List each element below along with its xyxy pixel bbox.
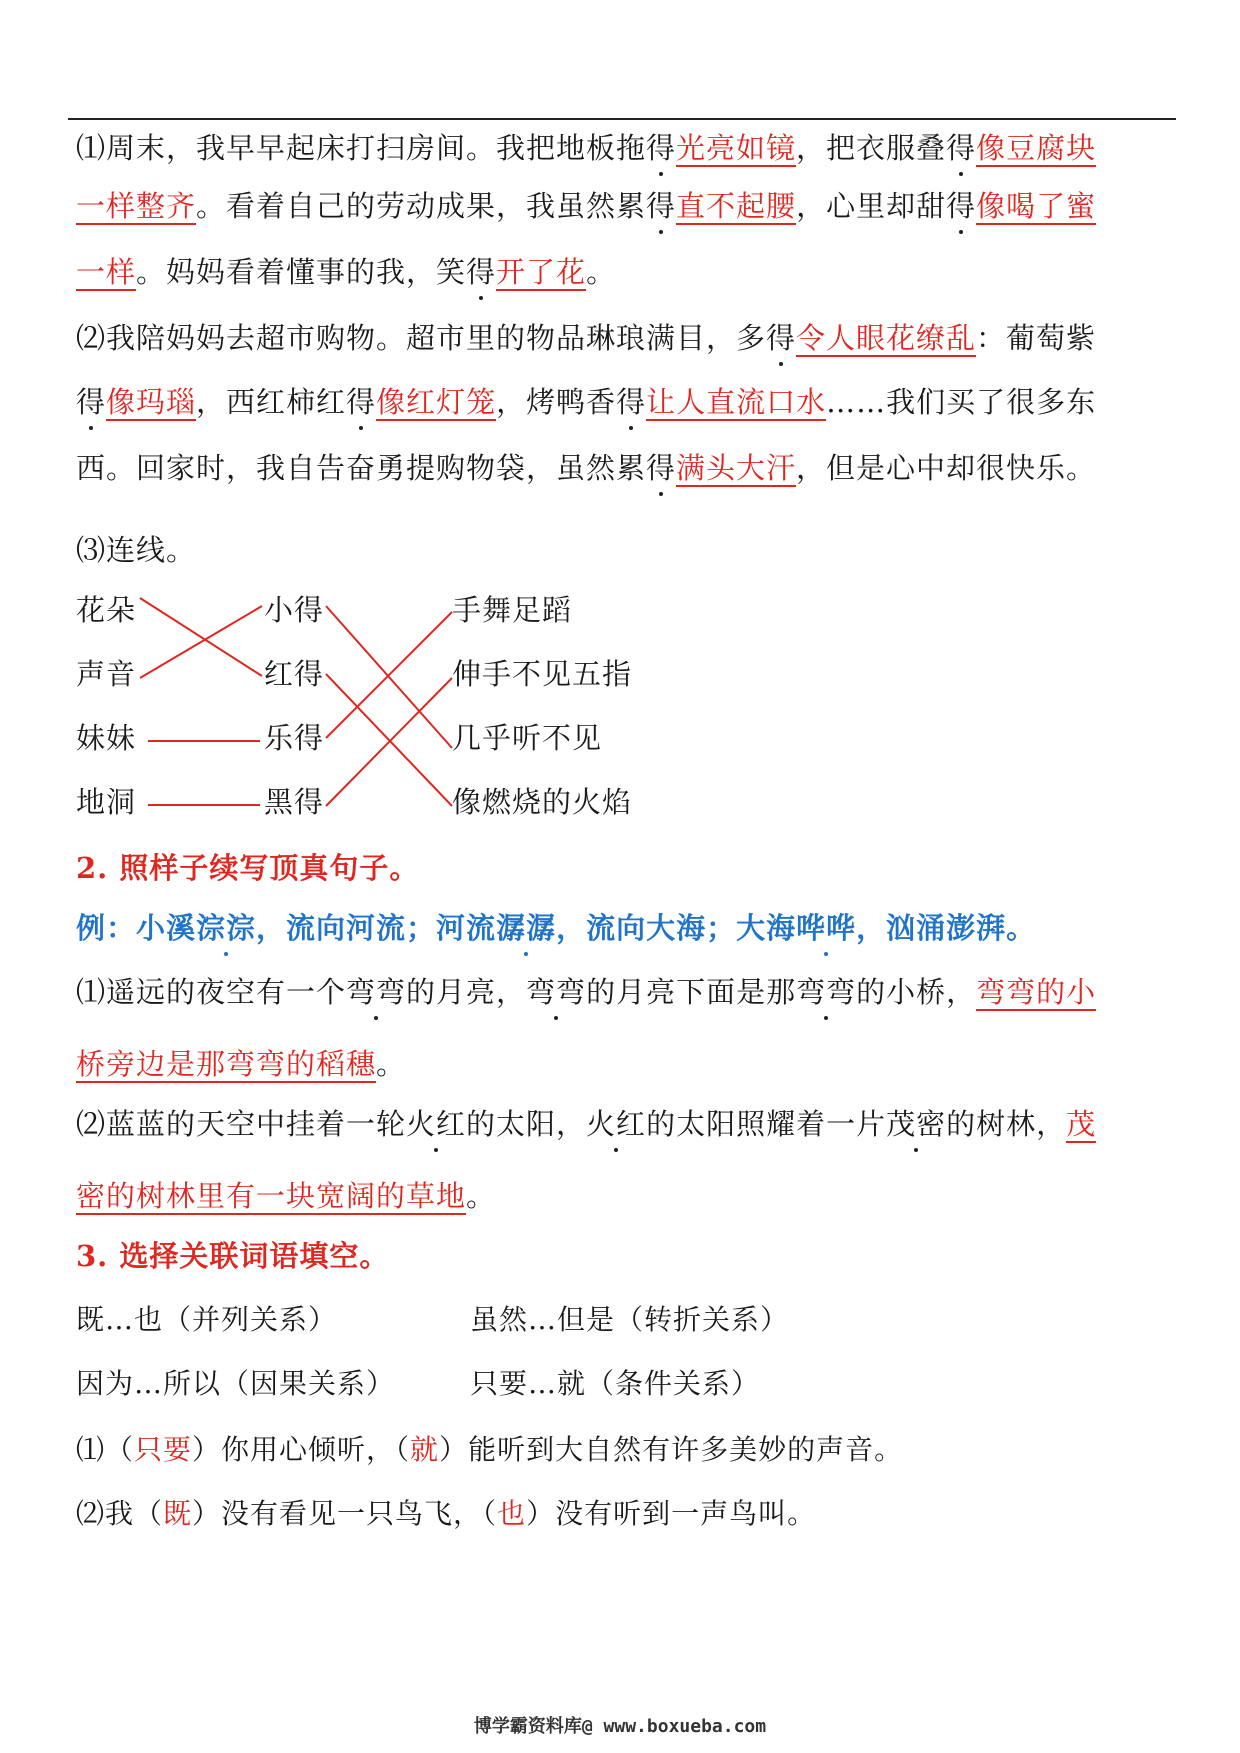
text: 的月亮， [406,975,527,1009]
text: ，但是心中却很快乐。 [796,451,1097,485]
text: 。 [466,1179,497,1213]
answer-blank: 像喝了蜜 [976,189,1097,223]
dotted-char: 得 [76,382,106,422]
answer-blank: 满头大汗 [676,451,797,485]
dotted-char: 得 [466,252,496,292]
answer-fill: 既 [163,1497,193,1530]
text: ，烤鸭香 [496,385,617,419]
answer-fill: 只要 [134,1433,193,1466]
dotted-word: 潺潺 [496,908,556,948]
q3-option-1: 虽然…但是（转折关系） [470,1303,790,1336]
text: ⑵蓝蓝的天空中挂着一轮 [76,1107,407,1141]
text: 例：小溪 [76,911,197,945]
dotted-char: 得 [946,128,976,168]
footer-watermark: 博学霸资料库@ www.boxueba.com [473,1716,767,1737]
q1-p1-line2 [76,186,1096,226]
dotted-word: 火红 [406,1104,466,1144]
text: ⑴周末，我早早起床打扫房间。我把地板拖 [76,131,647,165]
text: ）没有看见一只鸟飞，（ [192,1497,498,1530]
q1-p2-line3 [76,448,1096,488]
match-left-1: 声音 [76,657,137,691]
dotted-char: 得 [646,128,676,168]
dotted-word: 火红 [586,1104,646,1144]
answer-blank: 开了花 [496,255,587,289]
q3-heading: 3. 选择关联词语填空。 [76,1239,390,1273]
dotted-word: 淙淙 [196,908,256,948]
match-middle-2: 乐得 [264,721,325,755]
answer-fill: 也 [497,1497,527,1530]
answer-blank: 直不起腰 [676,189,797,223]
match-line-happy-dance [326,612,452,738]
q2-p2-line1 [76,1104,1096,1144]
text: 。妈妈看着懂事的我，笑 [136,255,467,289]
match-middle-0: 小得 [264,593,325,627]
match-left-3: 地洞 [76,785,137,819]
q2-example [76,908,1036,948]
answer-blank: 像豆腐块 [976,131,1097,165]
q3-s2 [76,1494,816,1534]
q3-option-0: 既…也（并列关系） [76,1303,338,1336]
match-line-dark-fingers [326,678,452,806]
text: ⑴遥远的夜空有一个 [76,975,347,1009]
dotted-word: 弯弯 [796,972,856,1012]
text: ⑴（ [76,1433,135,1466]
answer-blank: 一样整齐 [76,189,197,223]
q1-p1-line1 [76,128,1096,168]
match-left-0: 花朵 [76,593,137,627]
q1-p2-line1 [76,318,1096,358]
dotted-char: 得 [616,382,646,422]
text: 。看着自己的劳动成果，我虽然累 [196,189,647,223]
answer-blank: 令人眼花缭乱 [796,321,977,355]
text: ，流向河流；河流 [256,911,497,945]
text: 的小桥， [856,975,977,1009]
dotted-word: 茂密 [886,1104,946,1144]
text: ，汹涌澎湃。 [856,911,1037,945]
match-right-3: 像燃烧的火焰 [452,785,633,819]
text: ，把衣服叠 [796,131,947,165]
text: 的月亮下面是那 [586,975,797,1009]
top-rule [68,118,1176,120]
q2-p1-line1 [76,972,1096,1012]
dotted-char: 得 [646,448,676,488]
answer-blank: 光亮如镜 [676,131,797,165]
match-line-red-flame [326,674,452,806]
answer-blank: 桥旁边是那弯弯的稻穗 [76,1047,377,1081]
text: ⑵我（ [76,1497,164,1530]
match-line-small-inaudible [326,606,452,748]
text: 的太阳， [466,1107,587,1141]
q1-p2-line2 [76,382,1096,422]
q1-p3-label: ⑶连线。 [76,533,197,567]
text: ，西红柿红 [196,385,347,419]
q2-p2-line2 [76,1176,496,1216]
answer-blank: 一样 [76,255,137,289]
text: ）能听到大自然有许多美妙的声音。 [439,1433,904,1466]
q3-s1 [76,1430,903,1470]
dotted-word: 哗哗 [796,908,856,948]
text: 。 [376,1047,407,1081]
match-right-1: 伸手不见五指 [452,657,633,691]
answer-blank: 让人直流口水 [646,385,827,419]
text: 。 [586,255,617,289]
q1-p1-line3 [76,252,616,292]
match-middle-1: 红得 [264,657,325,691]
dotted-char: 得 [946,186,976,226]
text: 西。回家时，我自告奋勇提购物袋，虽然累 [76,451,647,485]
match-middle-3: 黑得 [264,785,325,819]
match-line-sound-small [140,606,262,678]
match-line-flower-red [140,598,262,676]
q2-heading: 2. 照样子续写顶真句子。 [76,851,420,885]
text: ……我们买了很多东 [826,385,1097,419]
q3-option-3: 只要…就（条件关系） [470,1367,761,1400]
text: 的太阳照耀着一片 [646,1107,887,1141]
text: ，心里却甜 [796,189,947,223]
answer-fill: 就 [410,1433,440,1466]
text: ：葡萄紫 [976,321,1097,355]
dotted-char: 得 [766,318,796,358]
answer-blank: 像玛瑙 [106,385,197,419]
text: ，流向大海；大海 [556,911,797,945]
answer-blank: 茂 [1066,1107,1097,1141]
answer-blank: 像红灯笼 [376,385,497,419]
q3-option-2: 因为…所以（因果关系） [76,1367,396,1400]
match-right-0: 手舞足蹈 [452,593,573,627]
answer-blank: 弯弯的小 [976,975,1097,1009]
text: ⑵我陪妈妈去超市购物。超市里的物品琳琅满目，多 [76,321,767,355]
answer-blank: 密的树林里有一块宽阔的草地 [76,1179,467,1213]
dotted-word: 弯弯 [526,972,586,1012]
match-left-2: 妹妹 [76,721,137,755]
match-right-2: 几乎听不见 [452,721,603,755]
text: ）你用心倾听，（ [192,1433,411,1466]
dotted-char: 得 [346,382,376,422]
dotted-word: 弯弯 [346,972,406,1012]
text: 的树林， [946,1107,1067,1141]
q2-p1-line2 [76,1044,406,1084]
dotted-char: 得 [646,186,676,226]
text: ）没有听到一声鸟叫。 [526,1497,817,1530]
